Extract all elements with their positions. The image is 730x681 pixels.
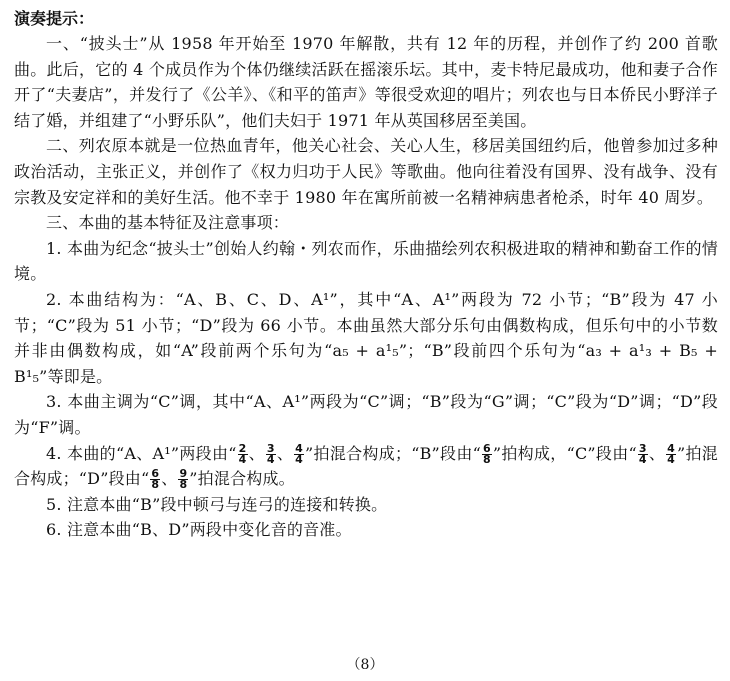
item-4-part-a: 4. 本曲的“A、A¹”两段由“	[46, 443, 237, 463]
paragraph-item-1: 1. 本曲为纪念“披头士”创始人约翰・列农而作，乐曲描绘列农积极进取的精神和勤奋工作的情境。	[14, 238, 718, 284]
time-signature-numerator: 9	[179, 467, 188, 481]
time-signature-numerator: 4	[295, 441, 304, 455]
time-signature	[482, 441, 492, 466]
paragraph-item-2	[14, 287, 718, 389]
time-signature-denominator: 8	[483, 452, 491, 466]
section-heading: 演奏提示：	[14, 9, 95, 28]
meter-separator: 、	[648, 443, 666, 463]
time-signature-denominator: 8	[151, 478, 160, 492]
time-signature	[294, 441, 304, 466]
time-signature-denominator: 4	[295, 452, 304, 466]
time-signature-denominator: 4	[667, 452, 675, 466]
phrase-formula-b: “a₃ + a¹₃ + B₅ + B¹₅”	[14, 341, 718, 386]
time-signature-numerator: 2	[238, 441, 247, 455]
time-signature-denominator: 4	[266, 452, 275, 466]
time-signature	[638, 441, 648, 466]
item-2-end: 等即是。	[47, 366, 113, 386]
item-4-part-c: ”拍构成，“C”段由“	[492, 443, 637, 463]
time-signature	[238, 441, 248, 466]
item-4-part-d: ”拍混合构成；“D”段由“	[14, 443, 718, 489]
item-4-part-b: ”拍混合构成；“B”段由“	[305, 443, 482, 463]
time-signature	[150, 469, 160, 490]
meter-separator: 、	[161, 469, 178, 489]
meter-group-d	[149, 467, 189, 492]
paragraph-lennon-life: 二、列农原本就是一位热血青年，他关心社会、关心人生，移居美国纽约后，他曾参加过多种政治活动，主张正义，并创作了《权力归功于人民》等歌曲。他向往着没有国界、没有战争、没有宗教及安定祥和的美好生活。他不幸于 1980 年在寓所前被一名精神病患者枪杀，时年 40 周岁。	[14, 136, 718, 207]
time-signature	[266, 441, 276, 466]
paragraph-item-3: 3. 本曲主调为“C”调，其中“A、A¹”两段为“C”调；“B”段为“G”调；“C”段为“D”调；“D”段为“F”调。	[14, 392, 718, 437]
paragraph-item-6: 6. 注意本曲“B、D”两段中变化音的音准。	[46, 520, 352, 540]
paragraph-item-4	[14, 441, 718, 492]
page-number: （8）	[346, 657, 384, 673]
meter-separator: 、	[248, 443, 265, 463]
time-signature	[666, 441, 676, 466]
time-signature-numerator: 6	[483, 441, 491, 455]
paragraph-features-heading: 三、本曲的基本特征及注意事项：	[46, 213, 290, 233]
time-signature-numerator: 3	[266, 441, 275, 455]
time-signature-denominator: 4	[638, 452, 647, 466]
paragraph-beatles-history: 一、“披头士”从 1958 年开始至 1970 年解散，共有 12 年的历程，并创作了约 200 首歌曲。此后，它的 4 个成员作为个体仍继续活跃在摇滚乐坛。其中，麦卡特尼最成功，他和妻子合作开了“夫妻店”，并发行了《公羊》、《和平的笛声》等很受欢迎的唱片；列农也与日本侨民小野洋子结了婚，并组建了“小野乐队”，他们夫妇于 1971 年从英国移居至美国。	[14, 34, 718, 130]
item-4-part-e: ”拍混合构成。	[189, 469, 295, 489]
time-signature-numerator: 6	[151, 467, 160, 481]
item-2-text: 2. 本曲结构为：“A、B、C、D、A¹”，其中“A、A¹”两段为 72 小节；“B”段为 47 小节；“C”段为 51 小节；“D”段为 66 小节。本曲虽然大部分乐句由偶数构成，但乐句中的小节数并非由偶数构成，如“A”段前两个乐句为	[14, 289, 718, 361]
time-signature-denominator: 4	[238, 452, 247, 466]
meter-group-ab	[237, 441, 305, 466]
time-signature-numerator: 4	[667, 441, 675, 455]
meter-separator: 、	[276, 443, 294, 463]
paragraph-item-5: 5. 注意本曲“B”段中顿弓与连弓的连接和转换。	[46, 494, 388, 514]
item-2-mid: ；“B”段前四个乐句为	[407, 341, 578, 361]
time-signature-denominator: 8	[179, 478, 188, 492]
time-signature-numerator: 3	[638, 441, 647, 455]
meter-group-c	[637, 441, 677, 466]
time-signature	[178, 469, 188, 490]
phrase-formula-a: “a₅ + a¹₅”	[324, 341, 408, 361]
meter-group-b	[481, 441, 493, 466]
